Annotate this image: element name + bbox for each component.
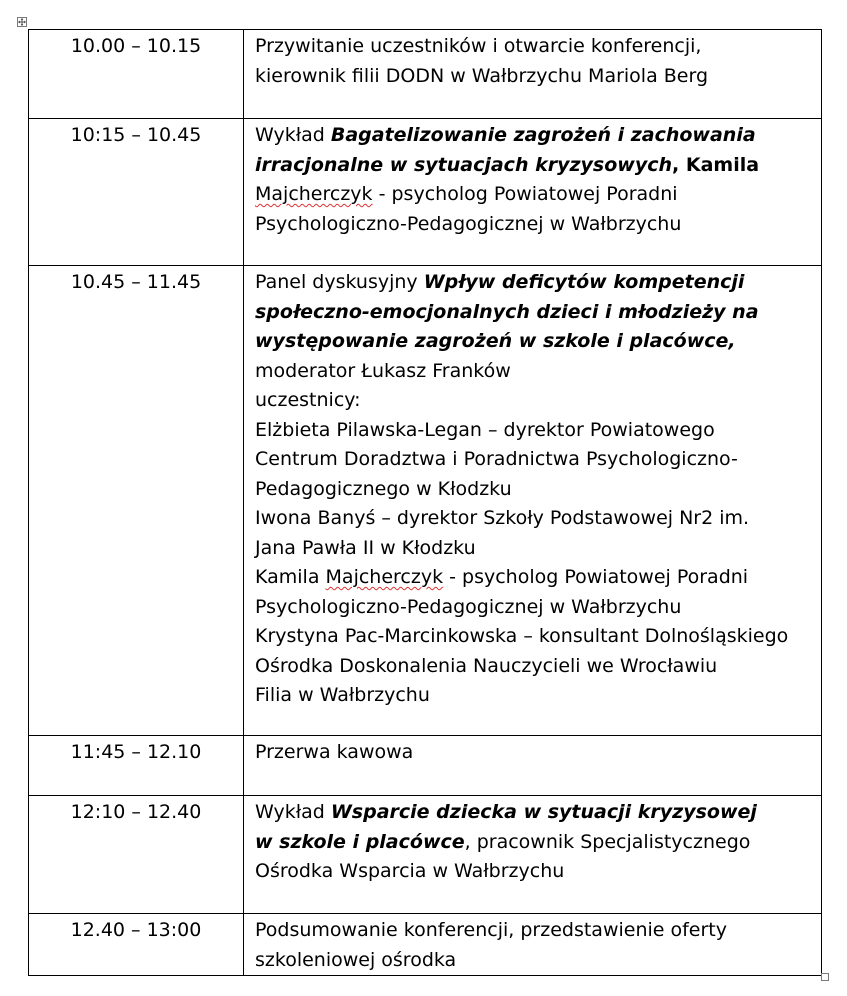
- table-row: [29, 119, 822, 266]
- time-cell: 10.00 – 10.15: [29, 30, 244, 119]
- text-line: [255, 268, 815, 298]
- description-cell: [244, 30, 822, 119]
- text-line: Podsumowanie konferencji, przedstawienie oferty: [255, 919, 728, 941]
- session-title: w szkole i placówce: [255, 830, 465, 853]
- text-line: [255, 121, 815, 151]
- participant-first-name: Kamila: [255, 566, 326, 588]
- participant: Ośrodka Doskonalenia Nauczycieli we Wrocławiu: [255, 654, 718, 677]
- session-title: występowanie zagrożeń w szkole i placówce,: [255, 330, 736, 352]
- text-line: Ośrodka Wsparcia w Wałbrzychu: [255, 860, 565, 882]
- text-line: Przywitanie uczestników i otwarcie konferencji,: [255, 35, 702, 57]
- text-line: Przerwa kawowa: [255, 741, 414, 763]
- move-arrows-icon: [18, 18, 26, 26]
- session-title: społeczno-emocjonalnych dzieci i młodzieży na: [255, 300, 759, 323]
- participant-role: - psycholog Powiatowej Poradni: [443, 566, 749, 588]
- time-cell: 11:45 – 12.10: [29, 736, 244, 796]
- table-row: [29, 266, 822, 736]
- moderator: moderator Łukasz Franków: [255, 359, 511, 382]
- description-cell: [244, 914, 822, 976]
- misspelled-word: Majcherczyk: [325, 566, 444, 588]
- participant: Filia w Wałbrzychu: [255, 684, 430, 706]
- table-row: [29, 914, 822, 976]
- description-cell: [244, 119, 822, 266]
- participant: Elżbieta Pilawska-Legan – dyrektor Powiatowego: [255, 418, 715, 441]
- description-cell: [244, 796, 822, 914]
- table-row: [29, 796, 822, 914]
- session-title: Wsparcie dziecka w sytuacji kryzysowej: [330, 801, 757, 823]
- description-cell: [244, 266, 822, 736]
- speaker-role: , pracownik Specjalistycznego: [464, 830, 751, 853]
- participant: Psychologiczno-Pedagogicznej w Wałbrzychu: [255, 595, 682, 618]
- participant: Krystyna Pac-Marcinkowska – konsultant Dolnośląskiego: [255, 625, 789, 647]
- text-line: [255, 151, 815, 181]
- time-cell: 12.40 – 13:00: [29, 914, 244, 976]
- table-move-handle[interactable]: [17, 17, 27, 27]
- title-comma: , Kamila: [672, 153, 760, 176]
- session-type: Wykład: [255, 801, 331, 823]
- session-type: Wykład: [255, 124, 331, 146]
- participant: Iwona Banyś – dyrektor Szkoły Podstawowej Nr2 im.: [255, 507, 750, 529]
- session-type: Panel dyskusyjny: [255, 271, 424, 293]
- table-row: [29, 30, 822, 119]
- text-line: kierownik filii DODN w Wałbrzychu Mariola Berg: [255, 64, 709, 87]
- participants-label: uczestnicy:: [255, 389, 361, 411]
- misspelled-word: Majcherczyk: [255, 183, 373, 205]
- participant: Centrum Doradztwa i Poradnictwa Psychologiczno-: [255, 448, 738, 470]
- session-title: Bagatelizowanie zagrożeń i zachowania: [330, 124, 756, 146]
- session-title: Wpływ deficytów kompetencji: [423, 271, 745, 293]
- participant: Pedagogicznego w Kłodzku: [255, 477, 512, 500]
- speaker-role: - psycholog Powiatowej Poradni: [372, 183, 678, 205]
- time-cell: 12:10 – 12.40: [29, 796, 244, 914]
- participant: Jana Pawła II w Kłodzku: [255, 536, 476, 559]
- participant: [255, 563, 815, 593]
- time-cell: 10.45 – 11.45: [29, 266, 244, 736]
- text-line: szkoleniowej ośrodka: [255, 948, 457, 971]
- agenda-table: [28, 29, 822, 976]
- text-line: [255, 798, 815, 828]
- session-title: irracjonalne w sytuacjach kryzysowych: [255, 153, 673, 176]
- text-line: Psychologiczno-Pedagogicznej w Wałbrzychu: [255, 212, 682, 235]
- time-cell: 10:15 – 10.45: [29, 119, 244, 266]
- text-line: [255, 180, 815, 210]
- description-cell: [244, 736, 822, 796]
- table-resize-handle[interactable]: [821, 973, 829, 981]
- text-line: [255, 828, 815, 858]
- table-row: [29, 736, 822, 796]
